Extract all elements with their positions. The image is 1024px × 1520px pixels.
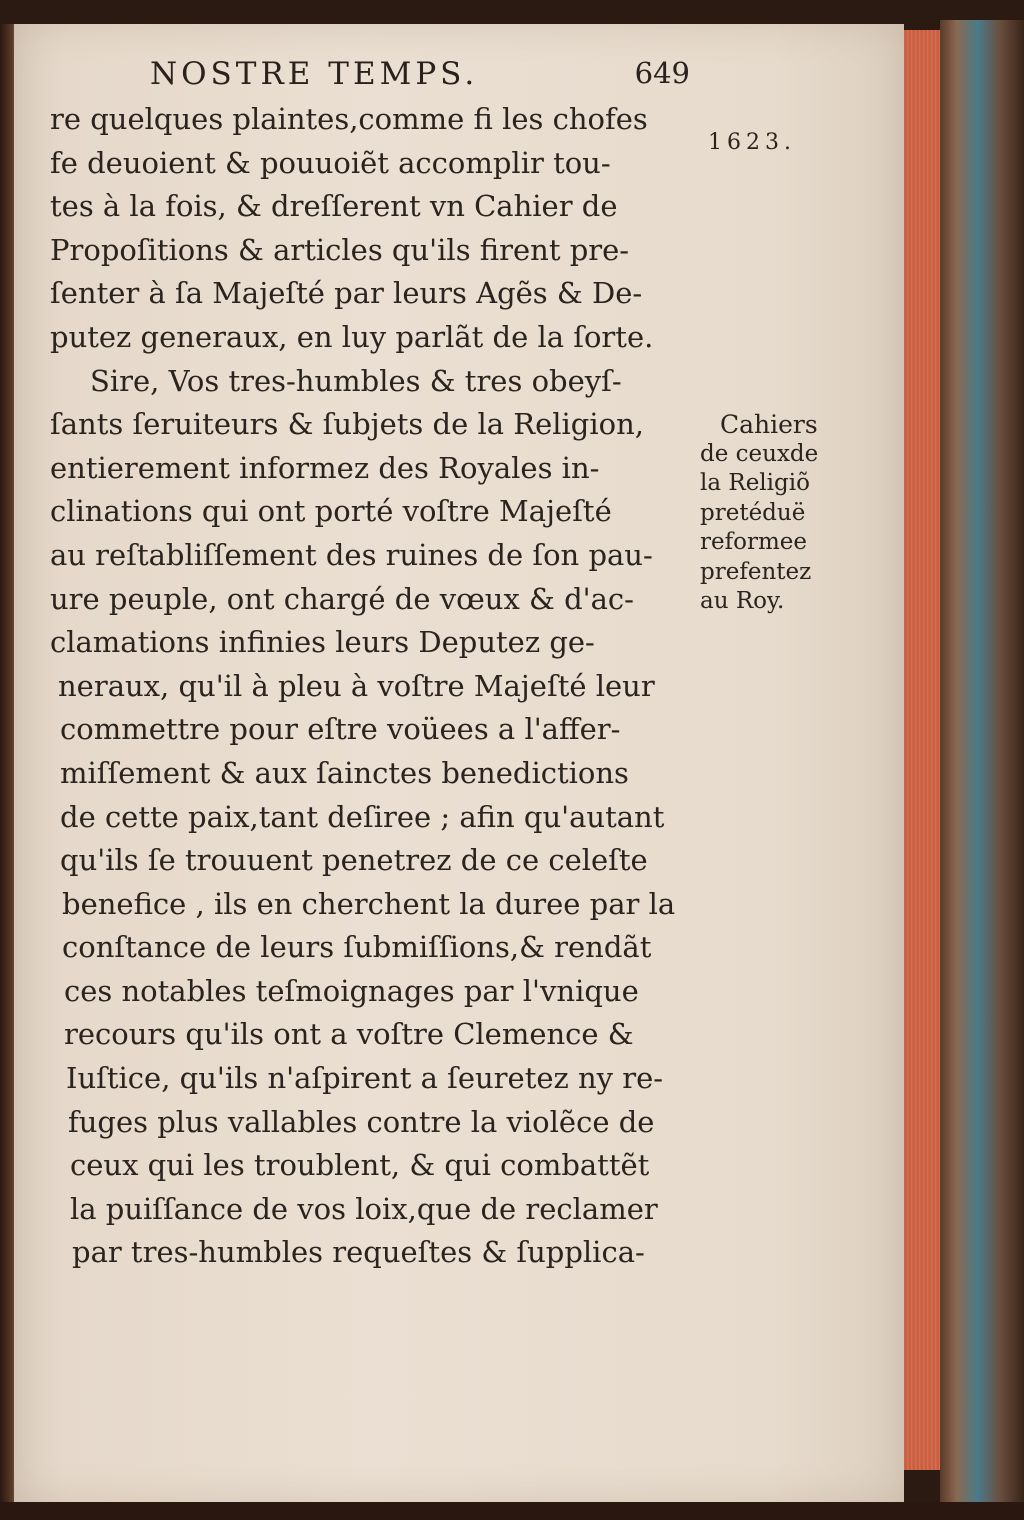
text-line: re quelques plaintes,comme fi les chofes	[50, 102, 648, 136]
red-page-edges	[904, 30, 940, 1470]
text-line: au reſtabliſſement des ruines de ſon pau-	[50, 537, 653, 572]
margin-year: 1623.	[708, 130, 796, 155]
margin-note-line: au Roy.	[700, 588, 785, 614]
page-number: 649	[634, 56, 690, 90]
text-line: la puiſſance de vos loix,que de reclamer	[70, 1191, 658, 1226]
page-header	[150, 56, 690, 96]
margin-note-line: de ceuxde	[700, 440, 819, 467]
margin-note-line: Cahiers	[720, 410, 818, 439]
book-binding	[940, 20, 1024, 1520]
text-line: ure peuple, ont chargé de vœux & d'ac-	[50, 581, 634, 616]
margin-note	[700, 410, 840, 617]
text-line: ſenter à ſa Majeſté par leurs Agẽs & De-	[50, 276, 643, 311]
margin-note-line: la Religiõ	[700, 470, 810, 496]
text-line: par tres-humbles requeſtes & ſupplica-	[72, 1235, 645, 1270]
text-line: putez generaux, en luy parlãt de la ſorte.	[50, 319, 654, 354]
book-cover-bottom	[0, 1502, 1024, 1520]
text-line: clinations qui ont porté voſtre Majeſté	[50, 494, 612, 529]
text-line: neraux, qu'il à pleu à voſtre Majeſté leur	[58, 668, 655, 703]
text-line: qu'ils ſe trouuent penetrez de ce celeſte	[60, 843, 648, 878]
text-line: recours qu'ils ont a voſtre Clemence &	[64, 1017, 634, 1052]
text-line: clamations infinies leurs Deputez ge-	[50, 625, 595, 660]
text-line: Sire, Vos tres-humbles & tres obeyſ-	[90, 363, 622, 398]
text-line: ceux qui les troublent, & qui combattẽt	[70, 1148, 650, 1183]
text-line: commettre pour eſtre voüees a l'affer-	[60, 712, 621, 747]
text-line: ſants ſeruiteurs & ſubjets de la Religion,	[50, 407, 645, 442]
text-line: conſtance de leurs ſubmiſſions,& rendãt	[62, 930, 652, 965]
text-line: de cette paix,tant deſiree ; afin qu'autant	[60, 799, 665, 834]
text-line: entierement informez des Royales in-	[50, 450, 600, 485]
text-line: tes à la fois, & dreſſerent vn Cahier de	[50, 189, 618, 224]
text-line: benefice , ils en cherchent la duree par la	[62, 886, 676, 921]
body-text	[50, 98, 710, 1275]
margin-note-line: reformee	[700, 529, 807, 555]
text-line: fe deuoient & pouuoiẽt accomplir tou-	[50, 145, 611, 180]
text-line: Iuſtice, qu'ils n'aſpirent a ſeuretez ny re-	[66, 1061, 664, 1096]
text-line: Propoſitions & articles qu'ils firent pre-	[50, 232, 630, 267]
margin-note-line: prefentez	[700, 558, 812, 585]
running-title: NOSTRE TEMPS.	[150, 56, 479, 92]
margin-note-line: pretéduë	[700, 499, 806, 526]
text-line: miſſement & aux ſainctes benedictions	[60, 755, 629, 790]
text-line: ces notables teſmoignages par l'vnique	[64, 973, 639, 1008]
text-line: fuges plus vallables contre la violẽce de	[68, 1104, 655, 1139]
